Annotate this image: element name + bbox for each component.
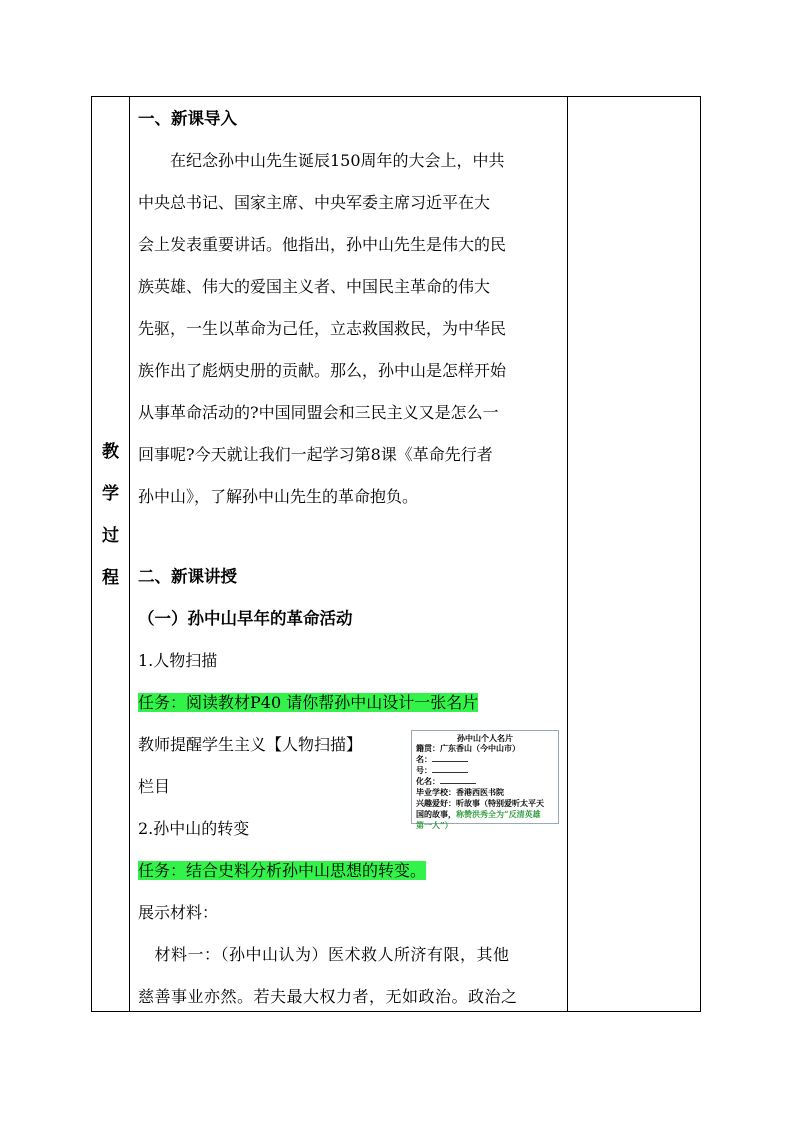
item-heading: 1.人物扫描 [138,651,218,670]
task-highlight: 任务：阅读教材P40 请你帮孙中山设计一张名片 [138,693,479,712]
column-divider-right [567,97,568,1011]
card-row: 化名： [416,776,554,787]
label-char: 教 [102,442,119,462]
lesson-table [91,96,701,1012]
paragraph-line: 孙中山》，了解孙中山先生的革命抱负。 [138,487,419,506]
paragraph-line: 在纪念孙中山先生诞辰150周年的大会上，中共 [138,151,505,170]
card-row: 兴趣爱好：听故事（特别爱听太平天 [416,798,544,808]
card-row: 籍贯：广东香山（今中山市） [416,743,520,753]
item-heading: 2.孙中山的转变 [138,819,250,838]
paragraph-line: 回事呢?今天就让我们一起学习第8课《革命先行者 [138,445,493,464]
material-line: 慈善事业亦然。若夫最大权力者，无如政治。政治之 [138,987,518,1006]
paragraph-line: 族作出了彪炳史册的贡献。那么，孙中山是怎样开始 [138,361,507,380]
card-row: 毕业学校：香港西医书院 [416,787,504,797]
label-char: 程 [102,568,119,588]
teaching-process-label [92,431,129,599]
subsection-heading: （一）孙中山早年的革命活动 [138,609,353,628]
show-material-label: 展示材料： [138,903,219,922]
column-divider-left [129,97,130,1011]
label-char: 学 [102,484,119,504]
task-highlight: 任务：结合史料分析孙中山思想的转变。 [138,861,427,880]
card-row: 名： [416,754,554,765]
paragraph-line: 会上发表重要讲话。他指出，孙中山先生是伟大的民 [138,235,507,254]
card-title: 孙中山个人名片 [457,733,513,743]
tip-line: 栏目 [138,777,171,796]
paragraph-line: 从事革命活动的?中国同盟会和三民主义又是怎么一 [138,403,499,422]
card-row: 国的故事，称赞洪秀全为“反清英雄 [416,809,541,819]
section1-heading: 一、新课导入 [138,109,237,128]
section2-heading: 二、新课讲授 [138,567,237,586]
card-row: 第一人”） [416,820,453,830]
paragraph-line: 中央总书记、国家主席、中央军委主席习近平在大 [138,193,491,212]
task-line [138,859,426,883]
paragraph-line: 先驱，一生以革命为己任，立志救国救民，为中华民 [138,319,507,338]
task-line [138,691,478,715]
material-line: 材料一：（孙中山认为）医术救人所济有限，其他 [138,945,510,964]
card-row: 号： [416,765,554,776]
label-char: 过 [102,526,119,546]
paragraph-line: 族英雄、伟大的爱国主义者、中国民主革命的伟大 [138,277,491,296]
tip-line: 教师提醒学生主义【人物扫描】 [138,735,363,754]
name-card-image [411,730,559,830]
